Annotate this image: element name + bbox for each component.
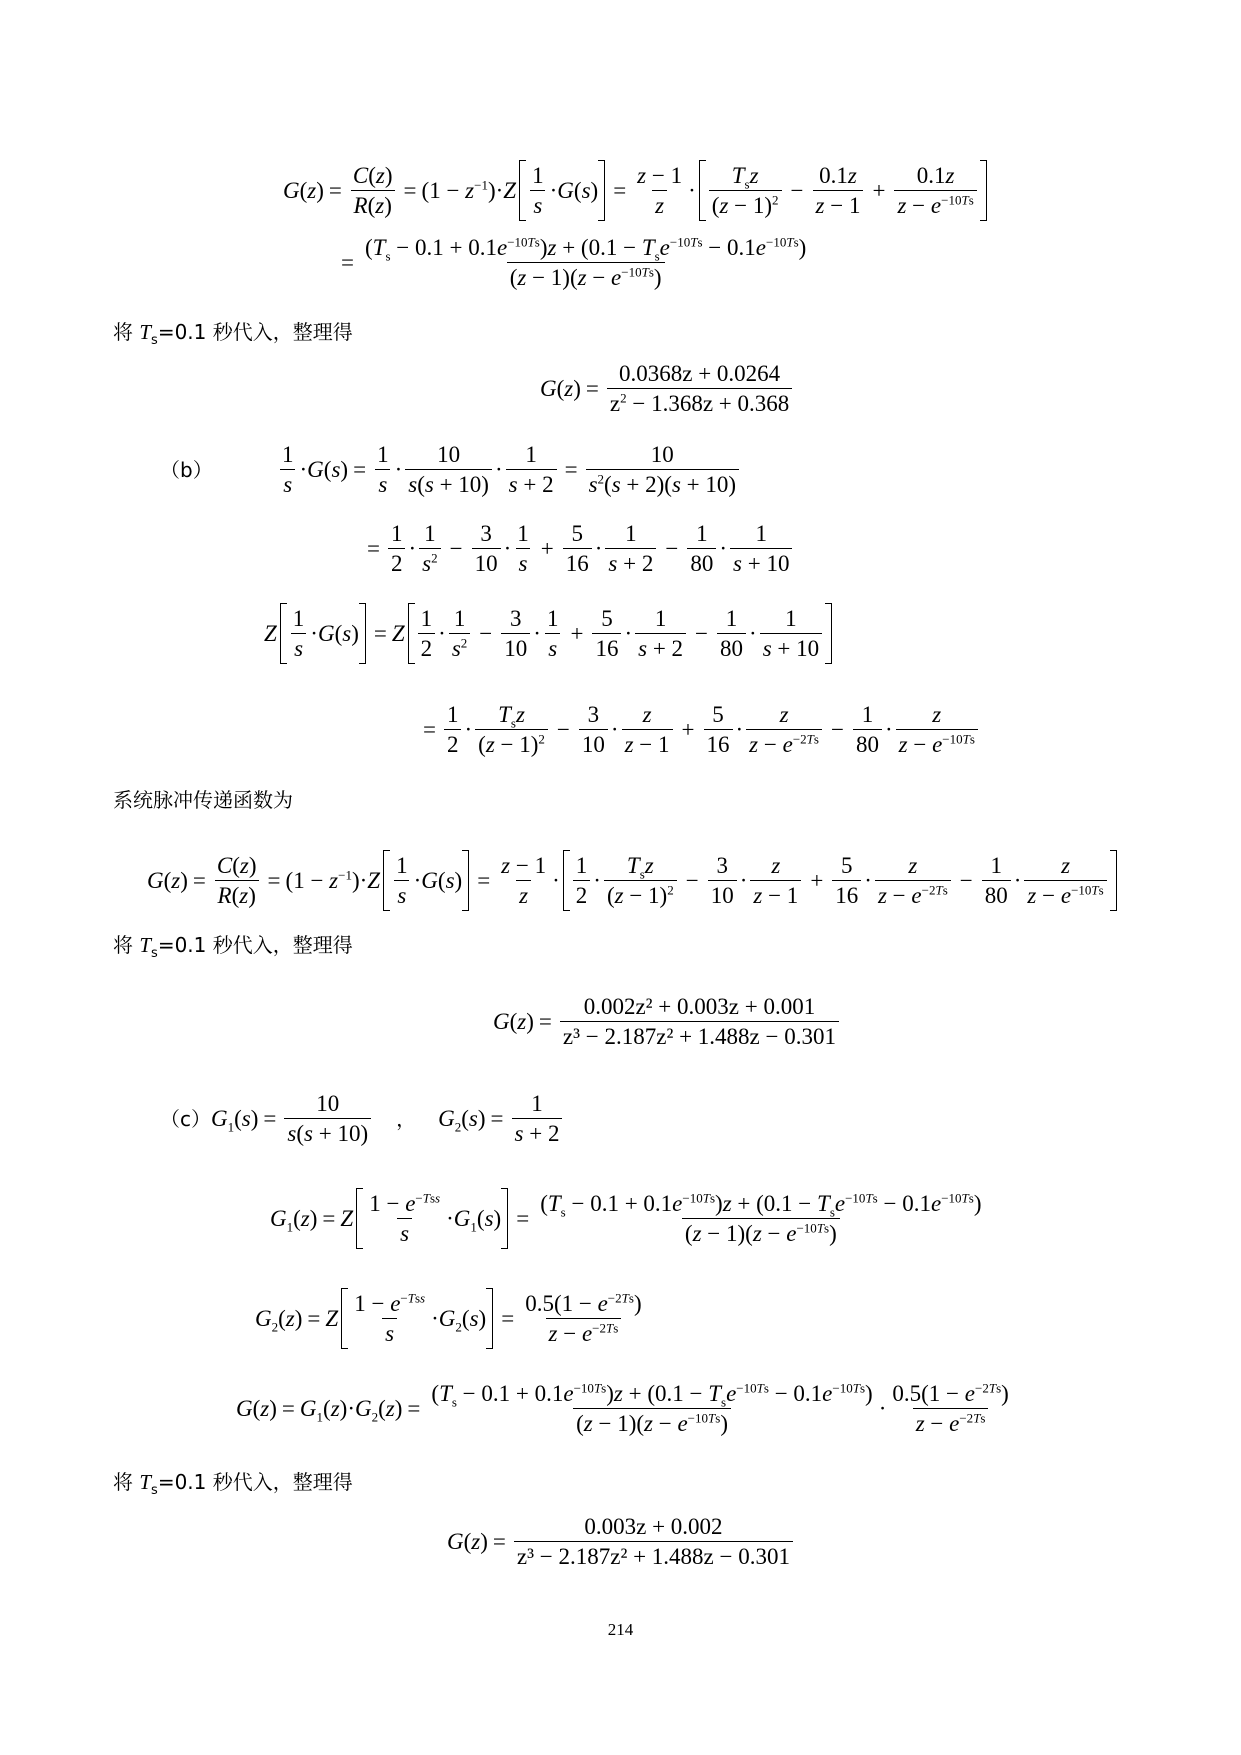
- eq-c-g1: $G_1(z)$ = Z $1 - e^{-Tss}$ s $\cdot G_1(s)$ = $(T_s - 0.1 + 0.1e^{-10Ts})z + (0.1 - T_se^{-10Ts} - 0.1e^{-10Ts})$ $(z - 1)(z - e^{-10Ts})$: [270, 1188, 988, 1249]
- comma: ，: [396, 1106, 417, 1131]
- intro-text-b: 将 $T_s=0.1$ 秒代入，整理得: [113, 933, 353, 961]
- result-c: G(z) = $\frac{0.003z + 0.002}{\text{z³ − 2.187z² + 1.488z − 0.301}}$: [447, 1515, 796, 1568]
- eq-c-defs: （c） $G_1(s)$ = $\frac{10}{s(s + 10)}$ ， $G_2(s)$ = $\frac{1}{s + 2}$: [160, 1092, 565, 1145]
- eq-b-line3: Z 1 s ·G(s) = Z 1 2 · 1 $s^2$ − $\frac{3}{10}$ · 1 s + $\frac{5}{16}$ · 1 s + 2 − $\frac{1}{80}$ · 1 s + 10: [264, 603, 835, 664]
- page-number: 214: [607, 1620, 634, 1639]
- intro-text-a: 将 $T_s=0.1$ 秒代入，整理得: [113, 320, 353, 348]
- eq-a-line2: = $(T_s - 0.1 + 0.1e^{-10Ts})z + (0.1 - T_se^{-10Ts} - 0.1e^{-10Ts})$ $(z - 1)(z - e^{-10Ts})$: [341, 234, 807, 290]
- label-c: （c）: [160, 1106, 211, 1131]
- system-text: 系统脉冲传递函数为: [113, 788, 293, 812]
- eq-a-line1: G(z) = $\frac{C(z)}{R(z)}$ = $(1 - z^{-1})\cdot Z$ 1 s ·G(s) = $\frac{z - 1}{z}$ · $T_sz$ $(z - 1)^2$ − $\frac{0.1z}{z - 1}$ + $\frac{0.1z}{z - e^{-10Ts}}$: [283, 160, 990, 221]
- result-a: G(z) = $\frac{0.0368z + 0.0264}{z^2 - 1.368z + 0.368}$: [540, 362, 795, 415]
- eq-b-line1: 1 s ·G(s) = $\frac{1}{s}$ · 10 s(s + 10) · $\frac{1}{s + 2}$ = $\frac{10}{s^2(s + 2)(s + 10)}$: [276, 443, 742, 496]
- eq-system: G(z) = $\frac{C(z)}{R(z)}$ = $(1 - z^{-1})\cdot Z$ 1 s ·G(s) = $\frac{z - 1}{z}$ · 1 2 · $T_sz$ $(z - 1)^2$ − $\frac{3}{10}$ · z z − 1 + $\frac{5}{16}$ · z $z - e^{-2Ts}$ − $\frac{1}{80}$ · z $z - e^{-10Ts}$: [147, 850, 1120, 911]
- eq-c-combined: G(z) = $G_1(z)\cdot G_2(z)$ = $(T_s - 0.1 + 0.1e^{-10Ts})z + (0.1 - T_se^{-10Ts} - 0.1e^{-10Ts})$ $(z - 1)(z - e^{-10Ts})$ · $0.5(1 - e^{-2Ts})$ $z - e^{-2Ts}$: [236, 1380, 1009, 1436]
- eq-b-line2: = $\frac{1}{2}$ · 1 $s^2$ − $\frac{3}{10}$ · 1 s + $\frac{5}{16}$ · 1 s + 2 − $\frac{1}{80}$ · 1 s + 10: [362, 522, 795, 575]
- label-b: （b）: [160, 458, 213, 482]
- eq-c-g2: $G_2(z)$ = Z $1 - e^{-Tss}$ s $\cdot G_2(s)$ = $\frac{0.5(1 - e^{-2Ts})}{z - e^{-2Ts}}$: [255, 1288, 648, 1349]
- intro-text-c: 将 $T_s=0.1$ 秒代入，整理得: [113, 1470, 353, 1498]
- eq-b-line4: = $\frac{1}{2}$ · $T_sz$ $(z - 1)^2$ − $\frac{3}{10}$ · z z − 1 + $\frac{5}{16}$ · z $z - e^{-2Ts}$ − $\frac{1}{80}$ · z $z - e^{-10Ts}$: [418, 703, 981, 756]
- result-b: G(z) = $\frac{\text{0.002z² + 0.003z + 0.001}}{\text{z³ − 2.187z² + 1.488z − 0.301}}$: [493, 995, 842, 1048]
